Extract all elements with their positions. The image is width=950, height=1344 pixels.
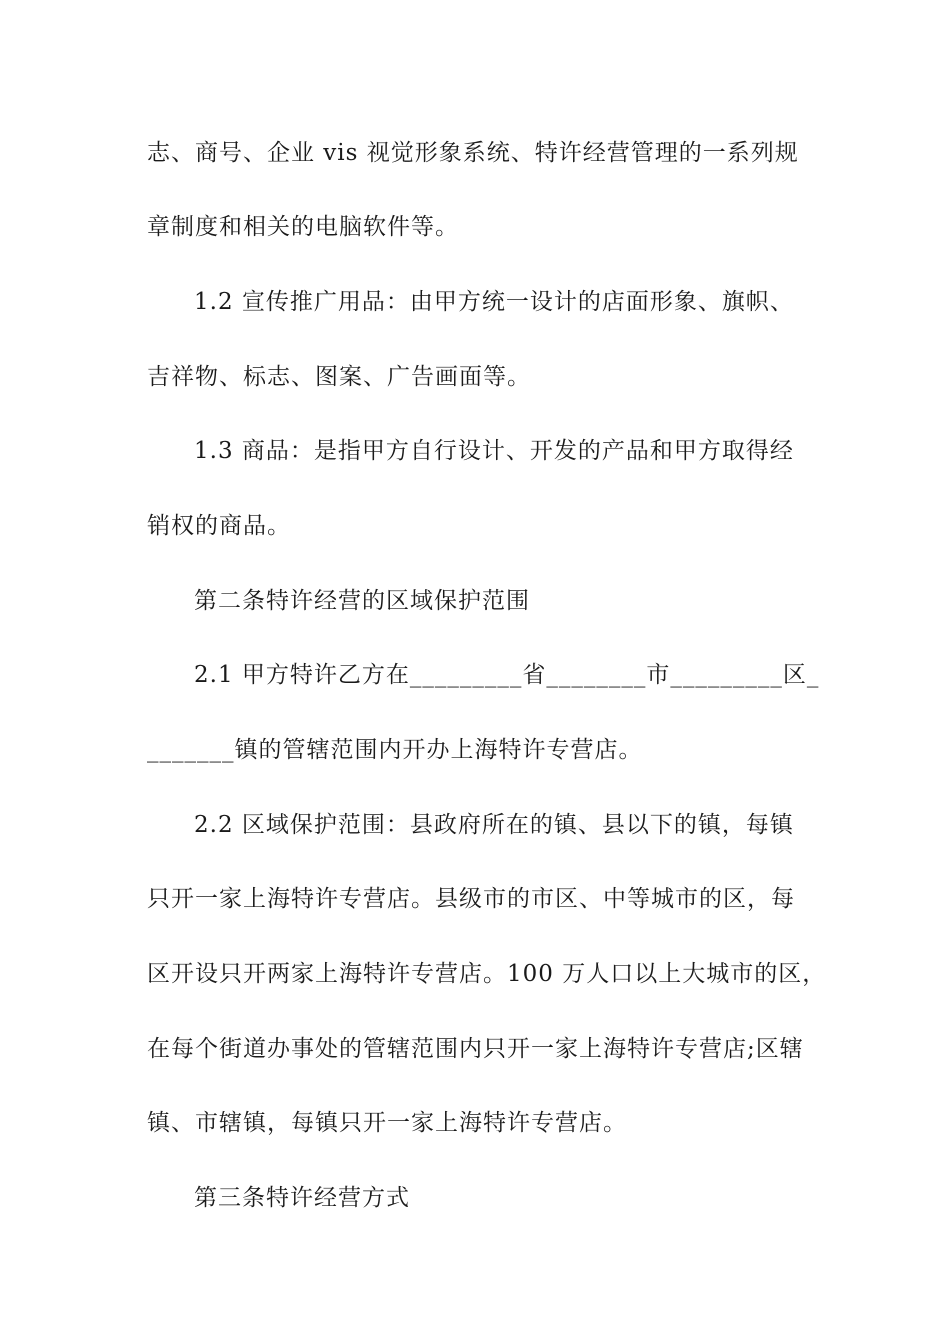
body-text-line: 在每个街道办事处的管辖范围内只开一家上海特许专营店;区辖	[147, 1036, 804, 1062]
body-text-line: 吉祥物、标志、图案、广告画面等。	[147, 364, 531, 390]
clause-1-2-text: 1.2 宣传推广用品：由甲方统一设计的店面形象、旗帜、	[194, 289, 794, 315]
body-text-line: 镇、市辖镇，每镇只开一家上海特许专营店。	[147, 1110, 627, 1136]
clause-2-1-text: 2.1 甲方特许乙方在_________省________市_________区_	[194, 662, 820, 688]
body-text-line: 销权的商品。	[147, 513, 291, 539]
body-text-line: 区开设只开两家上海特许专营店。100 万人口以上大城市的区，	[147, 961, 827, 987]
body-text-line: _______镇的管辖范围内开办上海特许专营店。	[147, 737, 643, 763]
clause-1-3-text: 1.3 商品：是指甲方自行设计、开发的产品和甲方取得经	[194, 438, 794, 464]
article-2-heading: 第二条特许经营的区域保护范围	[194, 588, 530, 614]
article-3-heading: 第三条特许经营方式	[194, 1185, 410, 1211]
body-text-line: 志、商号、企业 vis 视觉形象系统、特许经营管理的一系列规	[147, 140, 799, 166]
body-text-line: 章制度和相关的电脑软件等。	[147, 214, 459, 240]
clause-2-2-text: 2.2 区域保护范围：县政府所在的镇、县以下的镇，每镇	[194, 812, 794, 838]
body-text-line: 只开一家上海特许专营店。县级市的市区、中等城市的区，每	[147, 886, 795, 912]
